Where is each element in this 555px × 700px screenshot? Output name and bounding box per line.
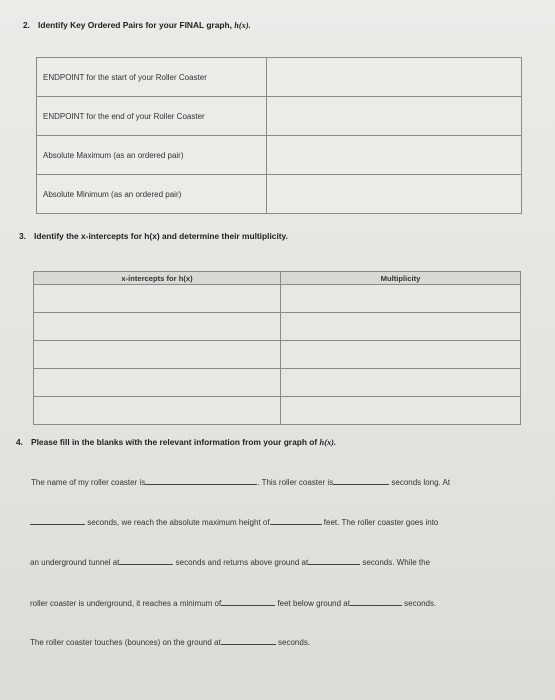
fill-line-4	[30, 597, 436, 608]
q3-number: 3.	[19, 231, 26, 241]
multiplicity-cell[interactable]	[281, 285, 521, 313]
table-row	[34, 341, 521, 369]
x-intercept-cell[interactable]	[34, 369, 281, 397]
table-row	[34, 397, 521, 425]
multiplicity-cell[interactable]	[281, 369, 521, 397]
row-label-absolute-maximum: Absolute Maximum (as an ordered pair)	[37, 136, 267, 175]
q4-text: Please fill in the blanks with the relevant information from your graph of	[31, 437, 318, 447]
sentence-tunnel-start: an underground tunnel at	[30, 558, 120, 567]
x-intercept-cell[interactable]	[34, 397, 281, 425]
blank-min-time[interactable]	[350, 597, 402, 606]
sentence-tunnel-intro: feet. The roller coaster goes into	[323, 518, 439, 527]
key-ordered-pairs-table	[36, 57, 522, 214]
sentence-bounce-seconds: seconds.	[278, 638, 311, 647]
answer-cell-absolute-minimum[interactable]	[267, 175, 522, 214]
q4-heading	[16, 437, 336, 447]
blank-min-depth[interactable]	[221, 597, 275, 606]
row-label-start-endpoint: ENDPOINT for the start of your Roller Coaster	[37, 58, 267, 97]
q2-text: Identify Key Ordered Pairs for your FINAL graph,	[38, 20, 232, 30]
fill-line-5	[30, 636, 310, 647]
fill-line-3	[30, 556, 430, 567]
x-intercept-cell[interactable]	[34, 285, 281, 313]
fill-line-2	[30, 516, 438, 527]
table-row	[37, 136, 522, 175]
table-row	[34, 313, 521, 341]
sentence-underground-min: roller coaster is underground, it reaches a minimum of	[30, 599, 222, 608]
q4-number: 4.	[16, 437, 23, 447]
blank-coaster-name[interactable]	[145, 476, 257, 485]
row-label-absolute-minimum: Absolute Minimum (as an ordered pair)	[37, 175, 267, 214]
answer-cell-end-endpoint[interactable]	[267, 97, 522, 136]
q4-math: h(x).	[319, 438, 337, 447]
q3-heading	[19, 231, 288, 241]
blank-tunnel-enter-time[interactable]	[119, 556, 173, 565]
row-label-end-endpoint: ENDPOINT for the end of your Roller Coaster	[37, 97, 267, 136]
q2-math: h(x).	[234, 21, 251, 30]
blank-max-time[interactable]	[30, 516, 85, 525]
x-intercept-cell[interactable]	[34, 341, 281, 369]
q2-heading	[23, 20, 251, 30]
blank-tunnel-exit-time[interactable]	[308, 556, 360, 565]
multiplicity-cell[interactable]	[281, 313, 521, 341]
x-intercepts-table	[33, 271, 521, 425]
blank-bounce-time[interactable]	[221, 636, 276, 645]
sentence-absolute-max: seconds, we reach the absolute maximum height of	[87, 518, 270, 527]
multiplicity-cell[interactable]	[281, 341, 521, 369]
table-row	[34, 369, 521, 397]
answer-cell-absolute-maximum[interactable]	[267, 136, 522, 175]
sentence-coaster-length: . This roller coaster is	[257, 478, 334, 487]
sentence-feet-below: feet below ground at	[277, 599, 350, 608]
col-header-multiplicity: Multiplicity	[281, 272, 521, 285]
blank-max-height[interactable]	[270, 516, 322, 525]
multiplicity-cell[interactable]	[281, 397, 521, 425]
answer-cell-start-endpoint[interactable]	[267, 58, 522, 97]
table-row	[37, 97, 522, 136]
q2-number: 2.	[23, 20, 30, 30]
col-header-x-intercepts: x-intercepts for h(x)	[34, 272, 281, 285]
sentence-returns-above: seconds and returns above ground at	[175, 558, 309, 567]
table-row	[37, 58, 522, 97]
q3-text: Identify the x-intercepts for h(x) and determine their multiplicity.	[34, 231, 288, 241]
sentence-coaster-name: The name of my roller coaster is	[31, 478, 146, 487]
table-header-row	[34, 272, 521, 285]
fill-line-1	[31, 476, 450, 487]
table-row	[37, 175, 522, 214]
table-row	[34, 285, 521, 313]
sentence-seconds-long: seconds long. At	[391, 478, 451, 487]
blank-coaster-length[interactable]	[333, 476, 389, 485]
x-intercept-cell[interactable]	[34, 313, 281, 341]
sentence-seconds-end: seconds.	[404, 599, 437, 608]
sentence-while-the: seconds. While the	[362, 558, 431, 567]
sentence-bounce: The roller coaster touches (bounces) on the ground at	[30, 638, 221, 647]
